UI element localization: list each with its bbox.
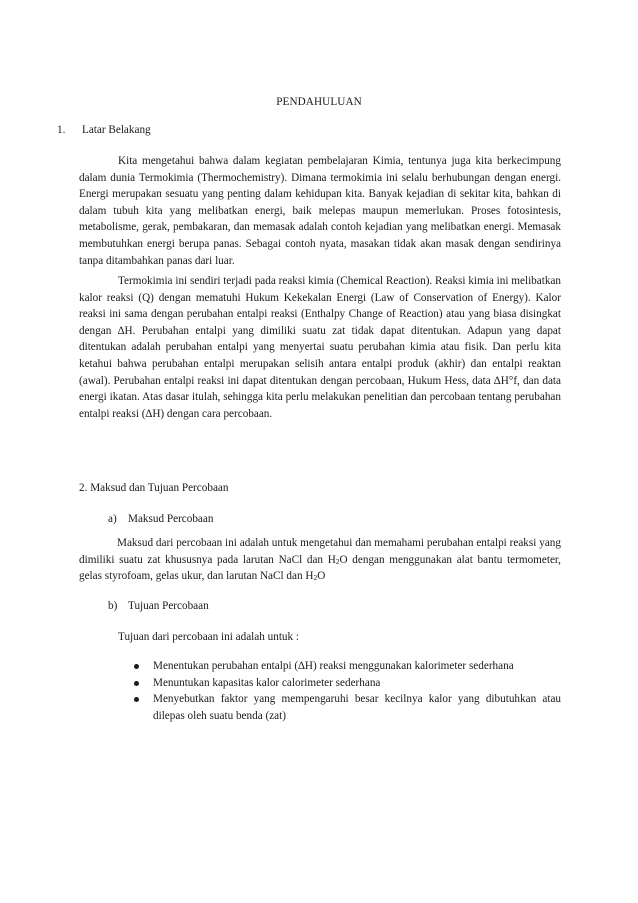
background-paragraph-2-text: Termokimia ini sendiri terjadi pada reaksi kimia (Chemical Reaction). Reaksi kimia ini melibatkan kalor reaksi (Q) dengan mematuhi Hukum Kekekalan Energi (Law of Conservation of Energy). Kalor reaksi ini sama dengan perubahan entalpi reaksi (Enthalpy Change of Reaction) atau yang biasa disingkat dengan ∆H. Perubahan entalpi yang dimiliki suatu zat tidak dapat ditentukan. Adapun yang dapat ditentukan adalah perubahan entalpi yang menyertai suatu perubahan kimia atau fisik. Dan perlu kita ketahui bahwa perubahan entalpi merupakan selisih antara entalpi produk (akhir) dan entalpi reaktan (awal). Perubahan entalpi reaksi ini dapat ditentukan dengan percobaan, Hukum Hess, data ∆H°f, dan data energi ikatan. Atas dasar itulah, sehingga kita perlu melakukan penelitian dan percobaan tentang perubahan entalpi reaksi (∆H) dengan cara percobaan.: [79, 275, 561, 420]
section-2-heading: 2. Maksud dan Tujuan Percobaan: [79, 482, 229, 494]
objectives-intro: Tujuan dari percobaan ini adalah untuk :: [118, 631, 300, 643]
background-paragraph-1: [79, 153, 561, 269]
list-item: [134, 675, 561, 692]
background-paragraph-1-text: Kita mengetahui bahwa dalam kegiatan pembelajaran Kimia, tentunya juga kita berkecimpung dalam dunia Termokimia (Thermochemistry). Dimana termokimia ini selalu berhubungan dengan energi. Energi merupakan sesuatu yang penting dalam kehidupan kita. Banyak kejadian di sekitar kita, bahkan di dalam tubuh kita yang melibatkan energi, baik melepas maupun memerlukan. Proses fotosintesis, metabolisme, gerak, pembakaran, dan memasak adalah contoh kejadian yang melibatkan energi. Memasak membutuhkan energi berupa panas. Sebagai contoh nyata, masakan tidak akan masak dengan sendirinya tanpa ditambahkan panas dari luar.: [79, 155, 561, 267]
subsection-b-title: Tujuan Percobaan: [128, 600, 209, 612]
subsection-b-heading: [108, 598, 209, 615]
objective-text: Menentukan perubahan entalpi (∆H) reaksi menggunakan kalorimeter sederhana: [153, 660, 514, 672]
bullet-icon: [134, 697, 139, 702]
objective-text: Menuntukan kapasitas kalor calorimeter sederhana: [153, 676, 381, 689]
page-title: PENDAHULUAN: [276, 96, 362, 108]
bullet-icon: [134, 664, 139, 669]
section-1-title: Latar Belakang: [82, 124, 151, 136]
section-1-heading: [57, 122, 151, 139]
bullet-icon: [134, 681, 139, 686]
purpose-text-main: Maksud dari percobaan ini adalah untuk mengetahui dan memahami perubahan entalpi reaksi yang dimiliki suatu zat khususnya pada larutan NaCl dan H: [79, 537, 561, 566]
subsection-a-label: a): [108, 513, 117, 525]
purpose-paragraph: [79, 535, 561, 585]
subscript-2: 2: [335, 556, 340, 566]
subscript-2: 2: [313, 573, 318, 583]
objectives-list: [134, 658, 561, 724]
purpose-text-end: O: [317, 570, 326, 583]
objective-text: Menyebutkan faktor yang mempengaruhi besar kecilnya kalor yang dibutuhkan atau dilepas oleh suatu benda (zat): [153, 693, 561, 722]
section-1-number: 1.: [57, 124, 66, 136]
list-item: [134, 658, 561, 675]
subsection-a-heading: [108, 511, 213, 528]
subsection-b-label: b): [108, 600, 118, 612]
background-paragraph-2: [79, 273, 561, 422]
list-item: [134, 691, 561, 724]
subsection-a-title: Maksud Percobaan: [128, 513, 214, 525]
purpose-text-mid: O dengan menggunakan alat bantu termometer, gelas styrofoam, gelas ukur, dan larutan NaCl dan H: [79, 553, 561, 583]
